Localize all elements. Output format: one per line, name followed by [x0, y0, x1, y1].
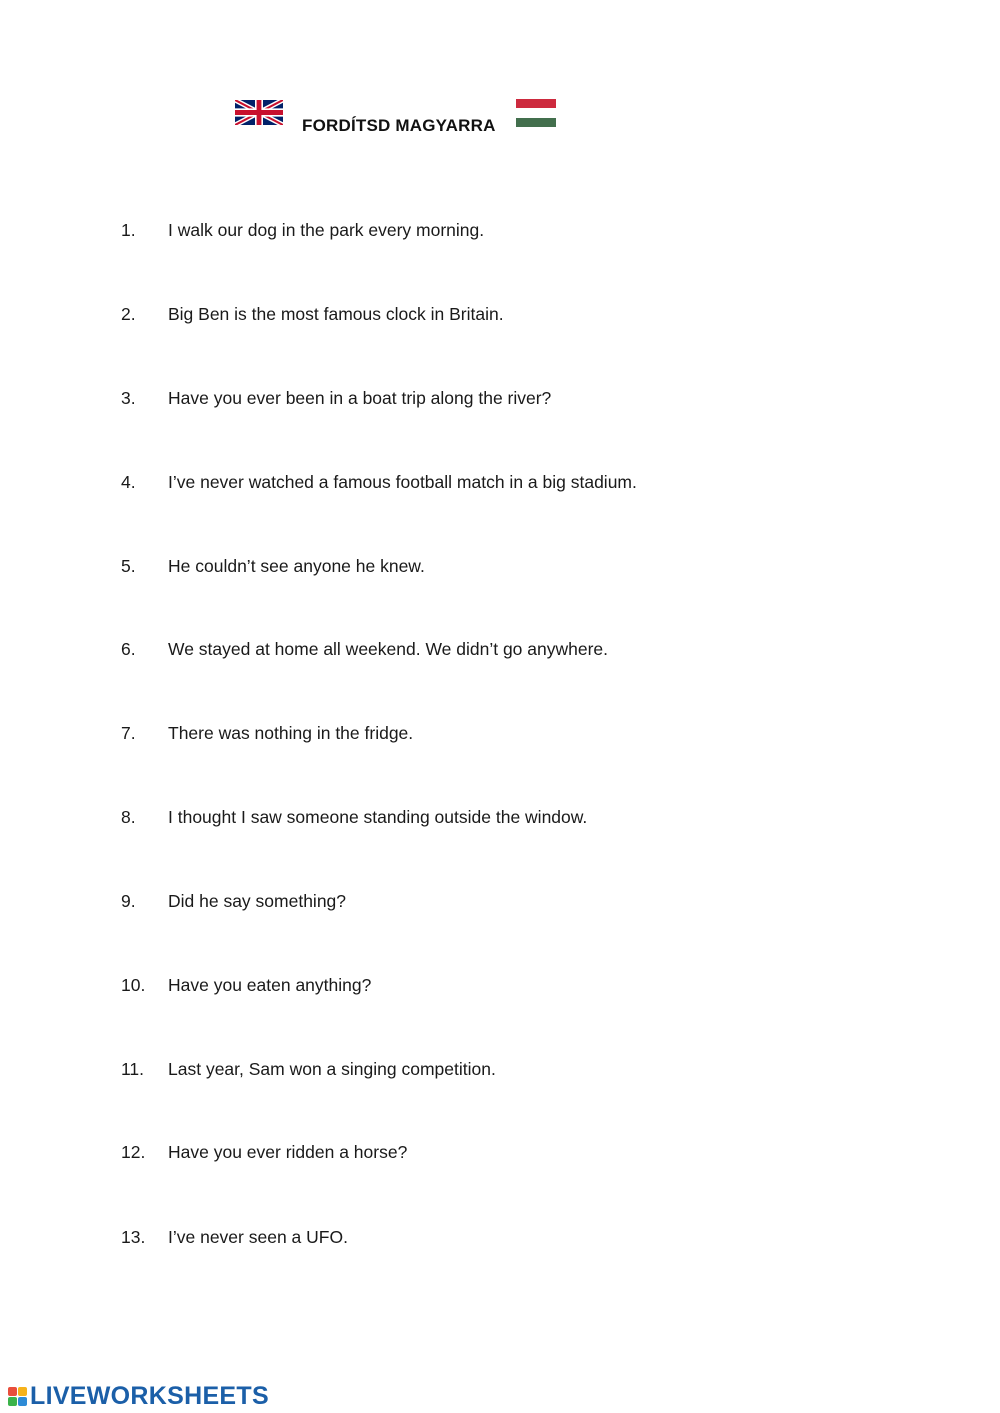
list-item [0, 302, 1000, 326]
item-sentence: We stayed at home all weekend. We didn’t go anywhere. [168, 639, 609, 659]
item-sentence: He couldn’t see anyone he knew. [168, 556, 425, 576]
list-item [0, 973, 1000, 997]
item-sentence: Last year, Sam won a singing competition. [168, 1059, 496, 1079]
item-number: 13. [121, 1227, 146, 1247]
logo-text: LIVEWORKSHEETS [30, 1381, 269, 1410]
item-sentence: Did he say something? [168, 891, 347, 911]
list-item [0, 470, 1000, 494]
item-number: 1. [121, 220, 136, 240]
item-number: 4. [121, 472, 136, 492]
item-number: 11. [121, 1059, 145, 1079]
list-item [0, 889, 1000, 913]
item-number: 9. [121, 891, 136, 911]
item-sentence: I’ve never watched a famous football match in a big stadium. [168, 472, 637, 492]
list-item [0, 218, 1000, 242]
item-sentence: Have you ever ridden a horse? [168, 1142, 408, 1162]
item-sentence: Have you eaten anything? [168, 975, 372, 995]
liveworksheets-logo-icon [8, 1387, 27, 1406]
list-item [0, 805, 1000, 829]
list-item [0, 386, 1000, 410]
list-item [0, 1057, 1000, 1081]
item-sentence: I thought I saw someone standing outside the window. [168, 807, 588, 827]
item-number: 7. [121, 723, 136, 743]
item-sentence: Have you ever been in a boat trip along the river? [168, 388, 552, 408]
item-number: 2. [121, 304, 136, 324]
list-item [0, 1225, 1000, 1249]
item-number: 5. [121, 556, 136, 576]
list-item [0, 721, 1000, 745]
list-item [0, 554, 1000, 578]
list-item [0, 1140, 1000, 1164]
page-title: FORDÍTSD MAGYARRA [302, 116, 496, 135]
item-sentence: There was nothing in the fridge. [168, 723, 414, 743]
item-number: 6. [121, 639, 136, 659]
liveworksheets-logo[interactable] [8, 1381, 269, 1411]
item-sentence: I’ve never seen a UFO. [168, 1227, 348, 1247]
item-number: 12. [121, 1142, 146, 1162]
item-sentence: Big Ben is the most famous clock in Britain. [168, 304, 504, 324]
item-number: 8. [121, 807, 136, 827]
item-number: 3. [121, 388, 136, 408]
item-sentence: I walk our dog in the park every morning. [168, 220, 485, 240]
item-number: 10. [121, 975, 146, 995]
list-item [0, 637, 1000, 661]
